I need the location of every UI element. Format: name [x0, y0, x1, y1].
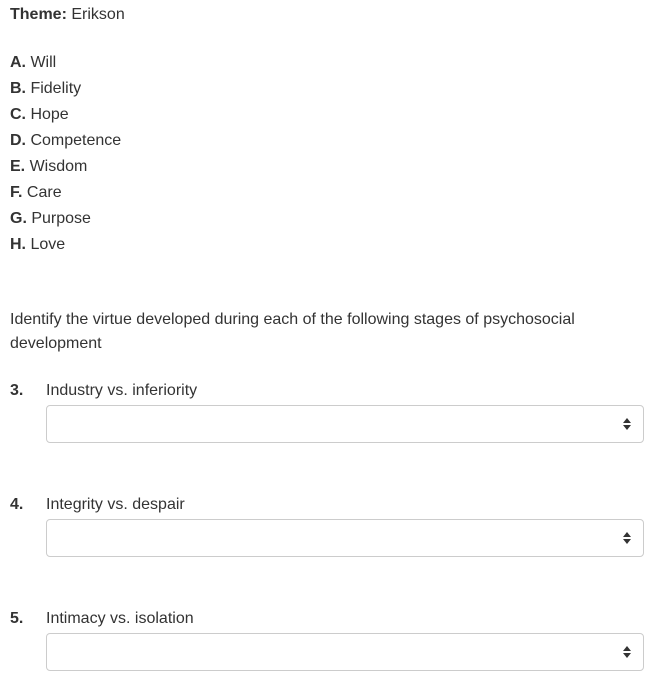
option-letter: E.	[10, 158, 26, 175]
up-down-caret-icon	[623, 646, 631, 658]
theme-label: Theme:	[10, 6, 67, 23]
option-item	[10, 53, 121, 79]
theme-value: Erikson	[71, 6, 125, 23]
question-number: 3.	[10, 382, 24, 399]
option-letter: D.	[10, 132, 26, 149]
up-down-caret-icon	[623, 532, 631, 544]
answer-select[interactable]	[46, 633, 644, 671]
option-letter: B.	[10, 80, 26, 97]
answer-select[interactable]	[46, 405, 644, 443]
option-letter: C.	[10, 106, 26, 123]
option-item	[10, 183, 121, 209]
option-text: Competence	[30, 132, 122, 149]
answer-options-list	[10, 53, 121, 261]
option-item	[10, 79, 121, 105]
option-text: Fidelity	[30, 80, 82, 97]
option-item	[10, 235, 121, 261]
question-number: 4.	[10, 496, 24, 513]
question-text: Industry vs. inferiority	[46, 382, 198, 399]
option-item	[10, 157, 121, 183]
option-text: Wisdom	[29, 158, 88, 175]
option-text: Love	[30, 236, 66, 253]
option-letter: G.	[10, 210, 27, 227]
question-text: Intimacy vs. isolation	[46, 610, 194, 627]
theme-line	[10, 5, 125, 25]
option-item	[10, 131, 121, 157]
option-item	[10, 209, 121, 235]
question-number: 5.	[10, 610, 24, 627]
up-down-caret-icon	[623, 418, 631, 430]
instruction-text: Identify the virtue developed during each of the following stages of psychosocial development	[10, 311, 575, 352]
option-text: Care	[26, 184, 62, 201]
option-letter: F.	[10, 184, 23, 201]
option-text: Purpose	[31, 210, 91, 227]
option-text: Hope	[30, 106, 69, 123]
question-text: Integrity vs. despair	[46, 496, 185, 513]
option-item	[10, 105, 121, 131]
answer-select[interactable]	[46, 519, 644, 557]
option-text: Will	[30, 54, 57, 71]
option-letter: A.	[10, 54, 26, 71]
option-letter: H.	[10, 236, 26, 253]
